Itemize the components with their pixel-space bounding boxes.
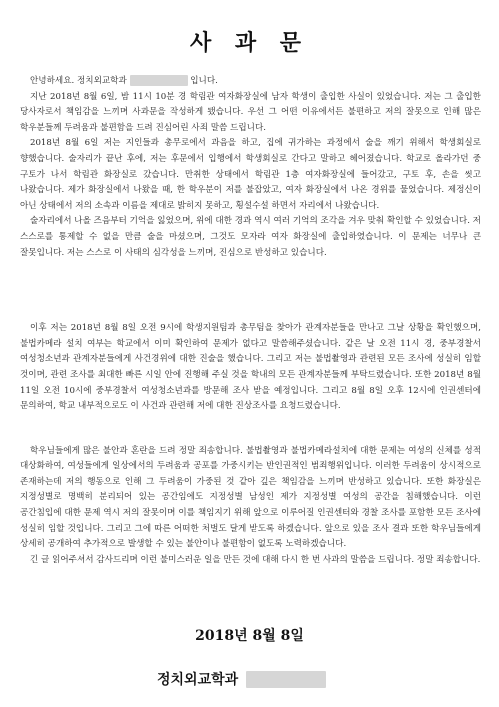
letter-body: [20, 74, 481, 568]
paragraph: 2018년 8월 6일 저는 지인들과 총무로에서 과음을 하고, 집에 귀가하는 과정에서 술을 깨기 위해서 학생회실로 향했습니다. 술자리가 끝난 후에, 저는 후문에서 입행에서 학생회실로 간다고 말하고 헤어졌습니다. 학교로 올라가던 중 구토가 나서 학림관 화장실로 갔습니다. 만취한 상태에서 학림관 1층 여자화장실에 들어갔고, 구토 후, 손을 씻고 나왔습니다. 제가 화장실에서 나왔을 때, 한 학우분이 저를 불잡았고, 여자 화장실에서 나온 경위를 물었습니다. 제정신이 아닌 상태에서 저의 소속과 이름을 제대로 밝히지 못하고, 횡설수설 하면서 자리에서 나왔습니다.: [20, 138, 481, 211]
redacted-signature-name: [246, 671, 326, 688]
greeting-suffix: 입니다.: [190, 76, 218, 86]
redacted-name: [130, 75, 188, 86]
paragraph: 지난 2018년 8월 6일, 밤 11시 10분 경 학림관 여자화장실에 남자 학생이 출입한 사실이 있었습니다. 저는 그 출입한 당사자로서 책임감을 느끼며 사과문을 작성하게 됐습니다. 우선 그 어떤 이유에서든 불편하고 저의 잘못으로 인해 많은 학우분들께 두려움과 불편함을 드려 진심어린 사죄 말씀 드립니다.: [20, 91, 481, 133]
signature: [157, 669, 326, 689]
greeting-prefix: 안녕하세요. 정치외교학과: [30, 76, 127, 86]
section-2: [20, 321, 481, 415]
signature-dept: 정치외교학과: [157, 672, 239, 688]
greeting: [20, 74, 481, 90]
section-3: [20, 444, 481, 569]
paragraph: 긴 글 읽어주셔서 감사드리며 이런 불미스러운 일을 만든 것에 대해 다시 한 번 사과의 말씀을 드립니다. 정말 죄송합니다.: [30, 554, 481, 565]
section-1: [20, 90, 481, 262]
paragraph: 술자리에서 나올 즈음부터 기억을 잃었으며, 위에 대한 경과 역시 여러 기억의 조각을 겨우 맞춰 확인할 수 있었습니다. 저 스스로를 통제할 수 없을 만큼 술을 마셨으며, 그것도 모자라 여자 화장실에 출입하였습니다. 이 문제는 너무나 큰 잘못입니다. 저는 스스로 이 사태의 심각성을 느끼며, 진심으로 반성하고 있습니다.: [20, 216, 481, 258]
paragraph: 이후 저는 2018년 8월 8일 오전 9시에 학생지원팀과 총무팀을 찾아가 관계자분들을 만나고 그날 상황을 확인했으며, 불법카메라 설치 여부는 학교에서 이미 확인하여 문제가 없다고 말씀해주셨습니다. 같은 날 오전 11시 경, 중부경찰서 여성청소년과 관계자분들에게 사건경위에 대한 진술을 했습니다. 그리고 저는 불법촬영과 관련된 모든 조사에 성실히 임할 것이며, 관련 조사를 최대한 빠른 시일 안에 진행해 주실 것을 학내의 모든 관계자분들께 부탁드렸습니다. 또한 2018년 8월 11일 오전 10시에 중부경찰서 여성청소년과를 방문해 조사 받을 예정입니다. 그리고 8월 8일 오후 12시에 인권센터에 문의하여, 학교 내부적으로도 이 사건과 관련해 저에 대한 진상조사를 요청드렸습니다.: [20, 323, 481, 412]
paragraph: 학우님들에게 많은 불안과 혼란을 드려 정말 죄송합니다. 불법촬영과 불법카메라설치에 대한 문제는 여성의 신체를 성적 대상화하여, 여성들에게 일상에서의 두려움과 공포를 가중시키는 반인권적인 범죄행위입니다. 이러한 두려움이 상시적으로 존재하는데 저의 행동으로 인해 그 두려움이 가중된 것 같아 깊은 책임감을 느끼며 반성하고 있습니다. 또한 화장실은 지정성별로 명백히 분리되어 있는 공간임에도 지정성별 남성인 제가 지정성별 여성의 공간을 침해했습니다. 이런 공간침입에 대한 문제 역시 저의 잘못이며 이를 책임지기 위해 앞으로 이루어질 인권센터와 경찰 조사를 포함한 모든 조사에 성실히 임할 것입니다. 그리고 그에 따른 어떠한 처벌도 달게 받도록 하겠습니다. 앞으로 있을 조사 결과 또한 학우님들에게 상세히 공개하여 추가적으로 발생할 수 있는 불안이나 불편함이 없도록 노력하겠습니다.: [20, 445, 481, 550]
page-title: 사 과 문: [189, 30, 310, 56]
letter-date: 2018년 8월 8일: [195, 628, 304, 644]
